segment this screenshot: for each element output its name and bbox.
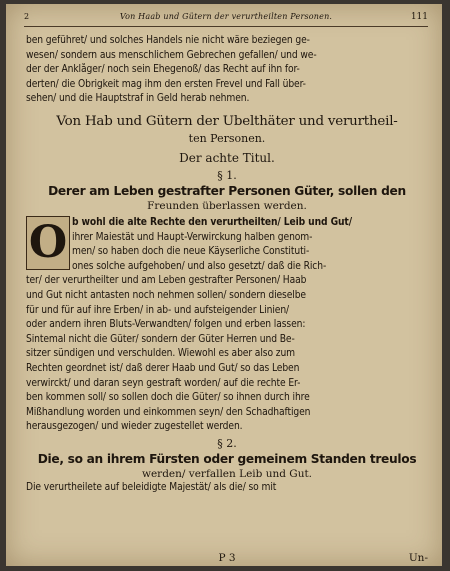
text-line: und Gut nicht antasten noch nehmen sollen/ sondern dieselbe [26, 289, 306, 301]
section-heading-cont: ten Personen. [188, 131, 266, 145]
page-footer [26, 552, 428, 564]
text-line: Die verurtheilete auf beleidigte Majestät/ als die/ so mit [26, 481, 277, 493]
paragraph-mark-1: § 1. [217, 168, 237, 182]
running-header [24, 10, 428, 24]
text-line: ones solche aufgehoben/ und also gesetzt/ daß die Rich- [72, 260, 327, 272]
signature-mark: P 3 [218, 552, 236, 564]
text-line: herausgezogen/ und wieder zugestellet werden. [26, 421, 243, 433]
text-line: oder andern ihren Bluts-Verwandten/ folgen und erben lassen: [26, 319, 306, 331]
paragraph-heading-2: Die, so an ihrem Fürsten oder gemeinem Standen treulos [37, 451, 417, 466]
paragraph-heading-2-cont: werden/ verfallen Leib und Gut. [141, 467, 313, 480]
paragraph-mark-2: § 2. [217, 436, 237, 450]
paragraph-heading-1-cont: Freunden überlassen werden. [147, 199, 307, 212]
catchword: Un- [408, 552, 428, 564]
paragraph-1 [26, 216, 428, 435]
header-rule [24, 26, 428, 27]
drop-cap: O [26, 216, 70, 270]
text-line: b wohl die alte Rechte den verurtheilten/ Leib und Gut/ [72, 216, 352, 228]
text-line: ben kommen soll/ so sollen doch die Güter/ so ihnen durch ihre [26, 392, 310, 404]
text-line: ihrer Maiestät und Haupt-Verwirckung halben genom- [72, 231, 313, 243]
section-heading: Von Hab und Gütern der Ubelthäter und verurtheil- [56, 113, 398, 129]
header-left-mark: 2 [24, 12, 30, 21]
text-line: für und für auf ihre Erben/ in ab- und aufsteigender Linien/ [26, 304, 290, 316]
text-line: der der Anklåger/ noch sein Ehegenoß/ das Recht auf ihn for- [26, 64, 300, 76]
text-line: ben geführet/ und solches Handels nie nicht wäre beziegen ge- [26, 35, 310, 46]
text-line: wesen/ sondern aus menschlichem Gebrechen gefallen/ und we- [26, 49, 317, 61]
text-line: Sintemal nicht die Güter/ sondern der Güter Herren und Be- [26, 333, 295, 345]
text-line: men/ so haben doch die neue Käyserliche Constituti- [72, 246, 310, 258]
title-heading: Der achte Titul. [179, 150, 275, 165]
text-line: sitzer sündigen und verschulden. Wiewohl es aber also zum [26, 348, 296, 360]
page-number: 111 [410, 12, 428, 22]
text-line: verwirckt/ und daran seyn gestraft worden/ auf die rechte Er- [26, 377, 301, 389]
text-line: Mißhandlung worden und einkommen seyn/ den Schadhaftigen [26, 406, 311, 418]
book-page [6, 4, 442, 566]
intro-text [26, 34, 428, 107]
text-line: derten/ die Obrigkeit mag ihm den ersten Frevel und Fall über- [26, 78, 306, 90]
page-body [26, 34, 428, 495]
text-line: Rechten geordnet ist/ daß derer Haab und Gut/ so das Leben [26, 362, 300, 374]
header-title: Von Haab und Gütern der verurtheilten Personen. [119, 12, 333, 21]
text-line: sehen/ und die Hauptstraf in Geld herab nehmen. [26, 93, 250, 105]
paragraph-heading-1: Derer am Leben gestrafter Personen Güter, sollen den [48, 183, 406, 198]
text-line: ter/ der verurtheilter und am Leben gestrafter Personen/ Haab [26, 275, 307, 287]
